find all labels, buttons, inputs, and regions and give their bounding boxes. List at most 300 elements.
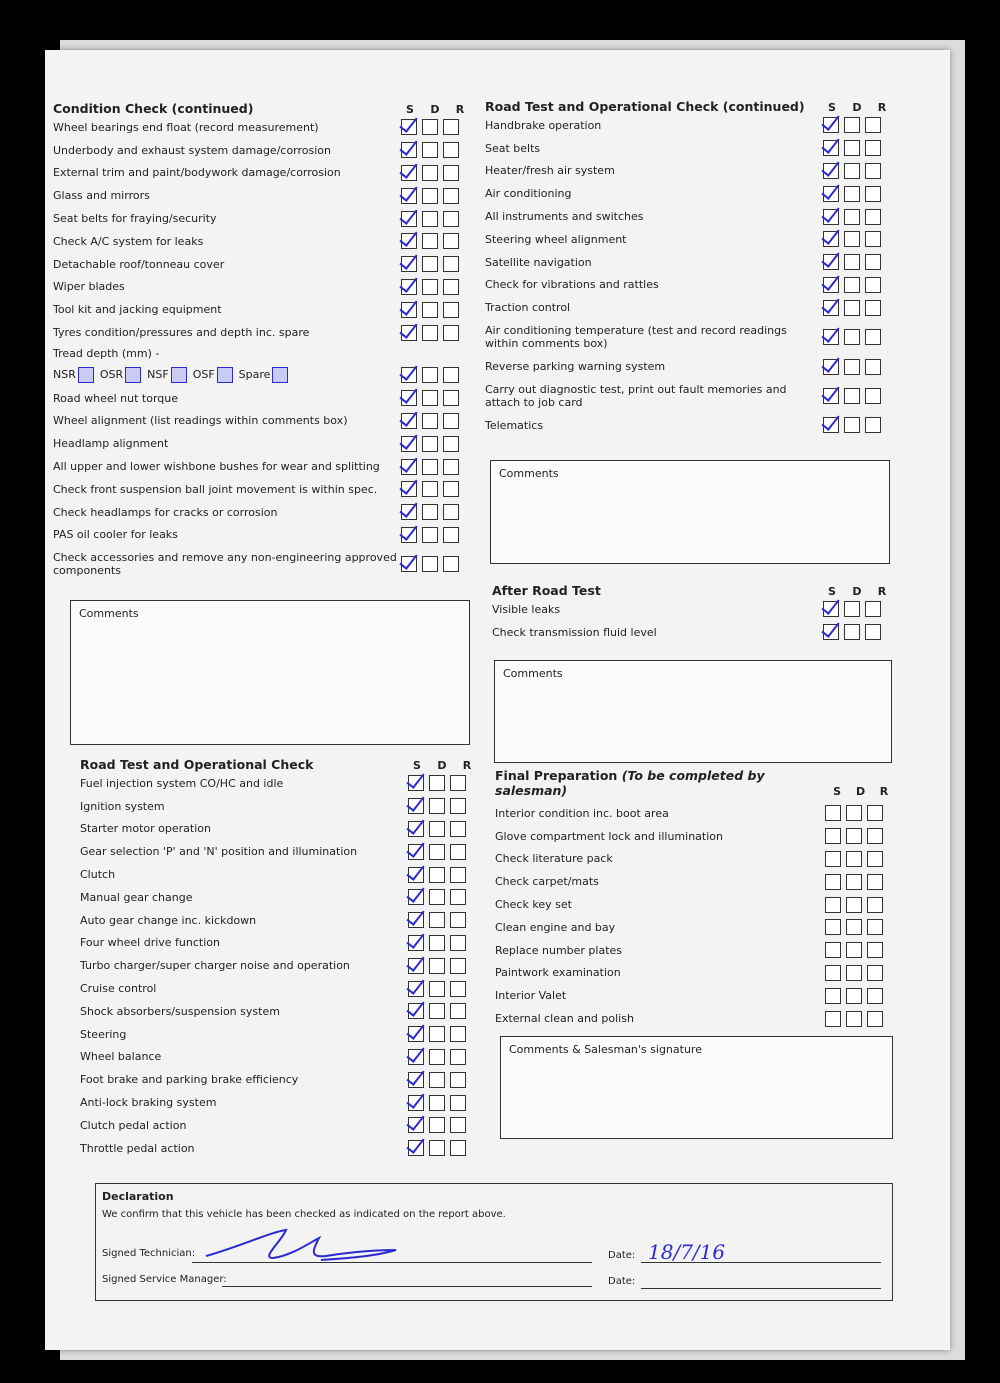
checkbox-r[interactable]	[443, 556, 459, 572]
checklist-row	[80, 1137, 480, 1160]
checkbox-d[interactable]	[846, 805, 862, 821]
tread-box[interactable]	[171, 367, 187, 383]
salesman-comments-box[interactable]	[500, 1036, 893, 1139]
checkbox-s[interactable]	[408, 935, 424, 951]
checkbox-s[interactable]	[401, 256, 417, 272]
checkbox-r[interactable]	[867, 828, 883, 844]
checkbox-s[interactable]	[401, 390, 417, 406]
checkbox-r[interactable]	[443, 211, 459, 227]
checkbox-r[interactable]	[865, 231, 881, 247]
item-label: Glove compartment lock and illumination	[495, 829, 723, 843]
checkbox-s[interactable]	[408, 1003, 424, 1019]
checkbox-s[interactable]	[825, 965, 841, 981]
checkbox-s[interactable]	[825, 919, 841, 935]
checkbox-s[interactable]	[825, 828, 841, 844]
checkbox-d[interactable]	[429, 1072, 445, 1088]
sdr-header: S D R	[833, 785, 889, 798]
date-line-2[interactable]	[641, 1288, 881, 1289]
checkbox-s[interactable]	[823, 254, 839, 270]
checkbox-r[interactable]	[450, 798, 466, 814]
tread-position: OSF	[193, 367, 233, 383]
checkbox-s[interactable]	[401, 459, 417, 475]
checkbox-s[interactable]	[401, 556, 417, 572]
item-label: Manual gear change	[80, 890, 193, 904]
road-test-continued-list	[485, 114, 895, 437]
checkbox-r[interactable]	[450, 1095, 466, 1111]
checkbox-s[interactable]	[823, 359, 839, 375]
checkbox-s[interactable]	[401, 527, 417, 543]
checkbox-r[interactable]	[865, 388, 881, 404]
road-test-continued-section	[485, 92, 895, 437]
checkbox-d[interactable]	[422, 211, 438, 227]
checklist-row	[80, 1068, 480, 1091]
checkbox-s[interactable]	[408, 821, 424, 837]
checkbox-d[interactable]	[422, 390, 438, 406]
checkbox-r[interactable]	[443, 459, 459, 475]
item-label: Foot brake and parking brake efficiency	[80, 1073, 299, 1087]
tread-box[interactable]	[125, 367, 141, 383]
checkbox-r[interactable]	[450, 1072, 466, 1088]
checkbox-s[interactable]	[401, 142, 417, 158]
checkbox-d[interactable]	[429, 981, 445, 997]
item-label: Air conditioning	[485, 187, 572, 201]
tread-position: Spare	[239, 367, 289, 383]
checkbox-d[interactable]	[846, 919, 862, 935]
checkbox-r[interactable]	[450, 889, 466, 905]
checkbox-d[interactable]	[429, 958, 445, 974]
checkbox-s[interactable]	[401, 302, 417, 318]
item-label: Telematics	[485, 418, 544, 432]
checkbox-r[interactable]	[865, 624, 881, 640]
checkbox-r[interactable]	[443, 119, 459, 135]
checkbox-s[interactable]	[823, 624, 839, 640]
checkbox-d[interactable]	[844, 388, 860, 404]
checkbox-d[interactable]	[429, 1095, 445, 1111]
item-label: Check accessories and remove any non-engineering approved components	[53, 551, 397, 578]
checkbox-d[interactable]	[422, 233, 438, 249]
checkbox-d[interactable]	[429, 1003, 445, 1019]
sdr-checkboxes	[823, 359, 895, 375]
checkbox-d[interactable]	[844, 254, 860, 270]
manager-signature-line[interactable]	[222, 1286, 592, 1287]
checkbox-s[interactable]	[823, 140, 839, 156]
checkbox-r[interactable]	[450, 1117, 466, 1133]
item-label: Starter motor operation	[80, 822, 211, 836]
checkbox-s[interactable]	[401, 165, 417, 181]
checkbox-r[interactable]	[865, 601, 881, 617]
sdr-checkboxes	[401, 459, 473, 475]
checkbox-d[interactable]	[422, 481, 438, 497]
checkbox-r[interactable]	[443, 527, 459, 543]
checkbox-s[interactable]	[401, 504, 417, 520]
item-label: Anti-lock braking system	[80, 1096, 217, 1110]
checkbox-s[interactable]	[408, 798, 424, 814]
checkbox-d[interactable]	[422, 367, 438, 383]
checkbox-s[interactable]	[825, 897, 841, 913]
checkbox-d[interactable]	[422, 165, 438, 181]
checkbox-r[interactable]	[450, 935, 466, 951]
checkbox-d[interactable]	[846, 897, 862, 913]
item-label: Seat belts	[485, 141, 541, 155]
checkbox-r[interactable]	[450, 1003, 466, 1019]
checkbox-s[interactable]	[823, 163, 839, 179]
checkbox-d[interactable]	[429, 798, 445, 814]
checklist-row	[495, 984, 897, 1007]
checkbox-s[interactable]	[401, 279, 417, 295]
sdr-checkboxes	[825, 897, 897, 913]
checklist-row	[80, 1114, 480, 1137]
item-label: Seat belts for fraying/security	[53, 212, 217, 226]
section-title: After Road Test	[492, 583, 601, 598]
checkbox-s[interactable]	[823, 417, 839, 433]
checkbox-d[interactable]	[844, 209, 860, 225]
checkbox-d[interactable]	[422, 436, 438, 452]
sdr-header: S D R	[406, 103, 465, 116]
checklist-row	[495, 893, 897, 916]
condition-comments-box[interactable]	[70, 600, 470, 745]
checkbox-s[interactable]	[401, 233, 417, 249]
checkbox-r[interactable]	[443, 165, 459, 181]
checkbox-r[interactable]	[865, 277, 881, 293]
checkbox-d[interactable]	[422, 142, 438, 158]
checklist-row	[485, 378, 895, 414]
form-page	[45, 50, 950, 1350]
checkbox-d[interactable]	[429, 844, 445, 860]
checkbox-s[interactable]	[408, 981, 424, 997]
checkbox-s[interactable]	[401, 436, 417, 452]
sdr-header: S D R	[828, 101, 887, 114]
checkbox-d[interactable]	[422, 256, 438, 272]
sdr-checkboxes	[408, 1117, 480, 1133]
section-title: Road Test and Operational Check (continued)	[485, 99, 805, 114]
checkbox-s[interactable]	[825, 805, 841, 821]
after-road-test-section	[492, 576, 895, 644]
date-label-2: Date:	[608, 1276, 636, 1287]
checkbox-r[interactable]	[865, 186, 881, 202]
checkbox-d[interactable]	[846, 942, 862, 958]
checkbox-d[interactable]	[429, 1049, 445, 1065]
checkbox-s[interactable]	[825, 851, 841, 867]
item-label: Clutch pedal action	[80, 1118, 187, 1132]
checkbox-s[interactable]	[408, 1049, 424, 1065]
checkbox-s[interactable]	[823, 117, 839, 133]
checklist-row	[485, 319, 895, 355]
comments-label: Comments	[499, 467, 559, 480]
checkbox-s[interactable]	[825, 988, 841, 1004]
road-test-list	[80, 772, 480, 1160]
sdr-header: S D R	[828, 585, 887, 598]
checkbox-d[interactable]	[844, 231, 860, 247]
signed-manager-label: Signed Service Manager:	[102, 1274, 227, 1285]
checkbox-s[interactable]	[823, 209, 839, 225]
sdr-checkboxes	[401, 325, 473, 341]
checkbox-s[interactable]	[408, 844, 424, 860]
checkbox-s[interactable]	[408, 912, 424, 928]
item-label: Fuel injection system CO/HC and idle	[80, 776, 284, 790]
checkbox-s[interactable]	[823, 277, 839, 293]
item-label: Paintwork examination	[495, 966, 621, 980]
checkbox-s[interactable]	[408, 1026, 424, 1042]
checkbox-s[interactable]	[823, 300, 839, 316]
item-label: Shock absorbers/suspension system	[80, 1004, 280, 1018]
checkbox-r[interactable]	[443, 436, 459, 452]
checkbox-s[interactable]	[825, 1011, 841, 1027]
checkbox-r[interactable]	[867, 919, 883, 935]
checklist-row	[80, 909, 480, 932]
tread-box[interactable]	[78, 367, 94, 383]
checkbox-d[interactable]	[429, 935, 445, 951]
checkbox-r[interactable]	[450, 1140, 466, 1156]
checklist-row	[80, 954, 480, 977]
checkbox-d[interactable]	[846, 851, 862, 867]
date-value: 18/7/16	[648, 1240, 726, 1264]
checkbox-d[interactable]	[422, 279, 438, 295]
checkbox-d[interactable]	[429, 912, 445, 928]
checkbox-r[interactable]	[443, 256, 459, 272]
final-preparation-list	[495, 802, 897, 1030]
comments-label: Comments & Salesman's signature	[509, 1043, 702, 1056]
tread-box[interactable]	[272, 367, 288, 383]
item-label: Clutch	[80, 868, 116, 882]
checkbox-r[interactable]	[450, 1026, 466, 1042]
sdr-checkboxes	[401, 142, 473, 158]
item-label: PAS oil cooler for leaks	[53, 528, 178, 542]
checkbox-d[interactable]	[844, 277, 860, 293]
checkbox-s[interactable]	[823, 186, 839, 202]
checkbox-r[interactable]	[867, 874, 883, 890]
sdr-checkboxes	[825, 1011, 897, 1027]
checkbox-d[interactable]	[844, 117, 860, 133]
checkbox-d[interactable]	[844, 359, 860, 375]
item-label: Interior condition inc. boot area	[495, 806, 669, 820]
item-label: Wheel bearings end float (record measurement)	[53, 120, 319, 134]
item-label: Check front suspension ball joint movement is within spec.	[53, 482, 378, 496]
checkbox-s[interactable]	[401, 119, 417, 135]
checkbox-r[interactable]	[443, 413, 459, 429]
checkbox-d[interactable]	[429, 775, 445, 791]
sdr-checkboxes	[401, 211, 473, 227]
checkbox-r[interactable]	[867, 988, 883, 1004]
item-label: Four wheel drive function	[80, 936, 220, 950]
checkbox-r[interactable]	[443, 188, 459, 204]
checkbox-r[interactable]	[865, 209, 881, 225]
checkbox-s[interactable]	[823, 388, 839, 404]
checkbox-s[interactable]	[825, 942, 841, 958]
checkbox-d[interactable]	[846, 874, 862, 890]
checkbox-s[interactable]	[823, 231, 839, 247]
item-label: Wheel balance	[80, 1050, 162, 1064]
checkbox-d[interactable]	[429, 1026, 445, 1042]
checkbox-d[interactable]	[422, 556, 438, 572]
checkbox-s[interactable]	[401, 413, 417, 429]
checkbox-r[interactable]	[450, 867, 466, 883]
sdr-checkboxes	[823, 163, 895, 179]
checkbox-d[interactable]	[844, 601, 860, 617]
checkbox-r[interactable]	[867, 851, 883, 867]
after-comments-box[interactable]	[494, 660, 892, 763]
checkbox-s[interactable]	[408, 1072, 424, 1088]
checkbox-d[interactable]	[429, 1117, 445, 1133]
sdr-checkboxes	[401, 302, 473, 318]
checkbox-s[interactable]	[825, 874, 841, 890]
sdr-checkboxes	[823, 300, 895, 316]
checkbox-s[interactable]	[408, 1095, 424, 1111]
checklist-row	[485, 296, 895, 319]
checkbox-d[interactable]	[846, 965, 862, 981]
sdr-checkboxes	[401, 413, 473, 429]
item-label: Replace number plates	[495, 943, 623, 957]
checkbox-r[interactable]	[867, 1011, 883, 1027]
checkbox-r[interactable]	[450, 844, 466, 860]
date-label: Date:	[608, 1250, 636, 1261]
checkbox-d[interactable]	[429, 889, 445, 905]
checkbox-d[interactable]	[844, 624, 860, 640]
checklist-row	[495, 1007, 897, 1030]
checklist-row	[53, 321, 473, 344]
item-label: Interior Valet	[495, 989, 567, 1003]
item-label: Cruise control	[80, 982, 157, 996]
checkbox-r[interactable]	[865, 140, 881, 156]
checkbox-r[interactable]	[867, 805, 883, 821]
checkbox-r[interactable]	[450, 912, 466, 928]
checkbox-d[interactable]	[846, 828, 862, 844]
checklist-row	[80, 795, 480, 818]
checkbox-r[interactable]	[865, 359, 881, 375]
sdr-checkboxes	[408, 981, 480, 997]
checklist-row	[485, 414, 895, 437]
checkbox-s[interactable]	[823, 601, 839, 617]
checklist-row	[495, 939, 897, 962]
sdr-checkboxes	[408, 1072, 480, 1088]
checklist-row	[485, 251, 895, 274]
checkbox-d[interactable]	[422, 325, 438, 341]
checkbox-s[interactable]	[823, 329, 839, 345]
checklist-row	[80, 886, 480, 909]
checkbox-s[interactable]	[408, 958, 424, 974]
checkbox-d[interactable]	[846, 1011, 862, 1027]
checkbox-r[interactable]	[443, 279, 459, 295]
checkbox-s[interactable]	[408, 889, 424, 905]
checklist-row	[80, 932, 480, 955]
checkbox-s[interactable]	[408, 1117, 424, 1133]
item-label: Auto gear change inc. kickdown	[80, 913, 257, 927]
checkbox-s[interactable]	[401, 367, 417, 383]
sdr-checkboxes	[401, 367, 473, 383]
checkbox-s[interactable]	[401, 211, 417, 227]
checkbox-r[interactable]	[443, 367, 459, 383]
checkbox-d[interactable]	[422, 302, 438, 318]
checklist-row	[495, 848, 897, 871]
checkbox-d[interactable]	[844, 163, 860, 179]
checkbox-d[interactable]	[429, 821, 445, 837]
item-label: Check for vibrations and rattles	[485, 278, 659, 292]
checkbox-d[interactable]	[422, 119, 438, 135]
checkbox-d[interactable]	[422, 527, 438, 543]
checkbox-r[interactable]	[865, 417, 881, 433]
condition-section	[53, 94, 473, 582]
road-continued-comments-box[interactable]	[490, 460, 890, 564]
checkbox-s[interactable]	[408, 775, 424, 791]
checklist-row	[495, 870, 897, 893]
checkbox-d[interactable]	[422, 459, 438, 475]
checklist-row	[80, 1023, 480, 1046]
condition-list-2	[53, 387, 473, 583]
checkbox-d[interactable]	[844, 140, 860, 156]
item-label: Turbo charger/super charger noise and operation	[80, 959, 350, 973]
item-label: Satellite navigation	[485, 255, 592, 269]
sdr-checkboxes	[823, 186, 895, 202]
after-road-test-list	[492, 598, 895, 644]
sdr-checkboxes	[401, 481, 473, 497]
checklist-row	[495, 825, 897, 848]
item-label: Visible leaks	[492, 602, 561, 616]
checkbox-d[interactable]	[422, 413, 438, 429]
checkbox-s[interactable]	[401, 481, 417, 497]
checkbox-r[interactable]	[443, 142, 459, 158]
sdr-checkboxes	[408, 1140, 480, 1156]
checkbox-r[interactable]	[443, 325, 459, 341]
checkbox-d[interactable]	[844, 186, 860, 202]
checklist-row	[495, 916, 897, 939]
checkbox-r[interactable]	[865, 329, 881, 345]
checkbox-r[interactable]	[865, 117, 881, 133]
checkbox-d[interactable]	[422, 188, 438, 204]
checkbox-d[interactable]	[844, 300, 860, 316]
checkbox-d[interactable]	[429, 1140, 445, 1156]
checkbox-d[interactable]	[844, 417, 860, 433]
sdr-checkboxes	[408, 1026, 480, 1042]
checkbox-r[interactable]	[865, 163, 881, 179]
checklist-row	[80, 1091, 480, 1114]
checkbox-r[interactable]	[450, 981, 466, 997]
checkbox-d[interactable]	[429, 867, 445, 883]
checkbox-r[interactable]	[450, 775, 466, 791]
checkbox-r[interactable]	[865, 300, 881, 316]
tread-box[interactable]	[217, 367, 233, 383]
checkbox-r[interactable]	[443, 302, 459, 318]
tread-depth-row: Tread depth (mm) -	[53, 347, 160, 361]
checkbox-s[interactable]	[401, 188, 417, 204]
item-label: Handbrake operation	[485, 118, 602, 132]
checkbox-r[interactable]	[867, 897, 883, 913]
checkbox-r[interactable]	[450, 1049, 466, 1065]
checkbox-r[interactable]	[443, 481, 459, 497]
comments-label: Comments	[503, 667, 563, 680]
checkbox-r[interactable]	[867, 965, 883, 981]
checkbox-r[interactable]	[443, 233, 459, 249]
checklist-row	[485, 355, 895, 378]
item-label: Wheel alignment (list readings within comments box)	[53, 414, 348, 428]
checkbox-d[interactable]	[844, 329, 860, 345]
item-label: Air conditioning temperature (test and record readings within comments box)	[485, 324, 787, 351]
checkbox-s[interactable]	[401, 325, 417, 341]
checkbox-r[interactable]	[443, 390, 459, 406]
checkbox-r[interactable]	[450, 958, 466, 974]
checkbox-r[interactable]	[865, 254, 881, 270]
checklist-row	[495, 802, 897, 825]
sdr-checkboxes	[825, 805, 897, 821]
checkbox-s[interactable]	[408, 1140, 424, 1156]
checkbox-s[interactable]	[408, 867, 424, 883]
checkbox-r[interactable]	[450, 821, 466, 837]
road-test-section	[80, 750, 480, 1160]
checklist-row	[485, 228, 895, 251]
checkbox-r[interactable]	[443, 504, 459, 520]
checkbox-d[interactable]	[422, 504, 438, 520]
checkbox-r[interactable]	[867, 942, 883, 958]
checkbox-d[interactable]	[846, 988, 862, 1004]
item-label: External trim and paint/bodywork damage/corrosion	[53, 166, 341, 180]
